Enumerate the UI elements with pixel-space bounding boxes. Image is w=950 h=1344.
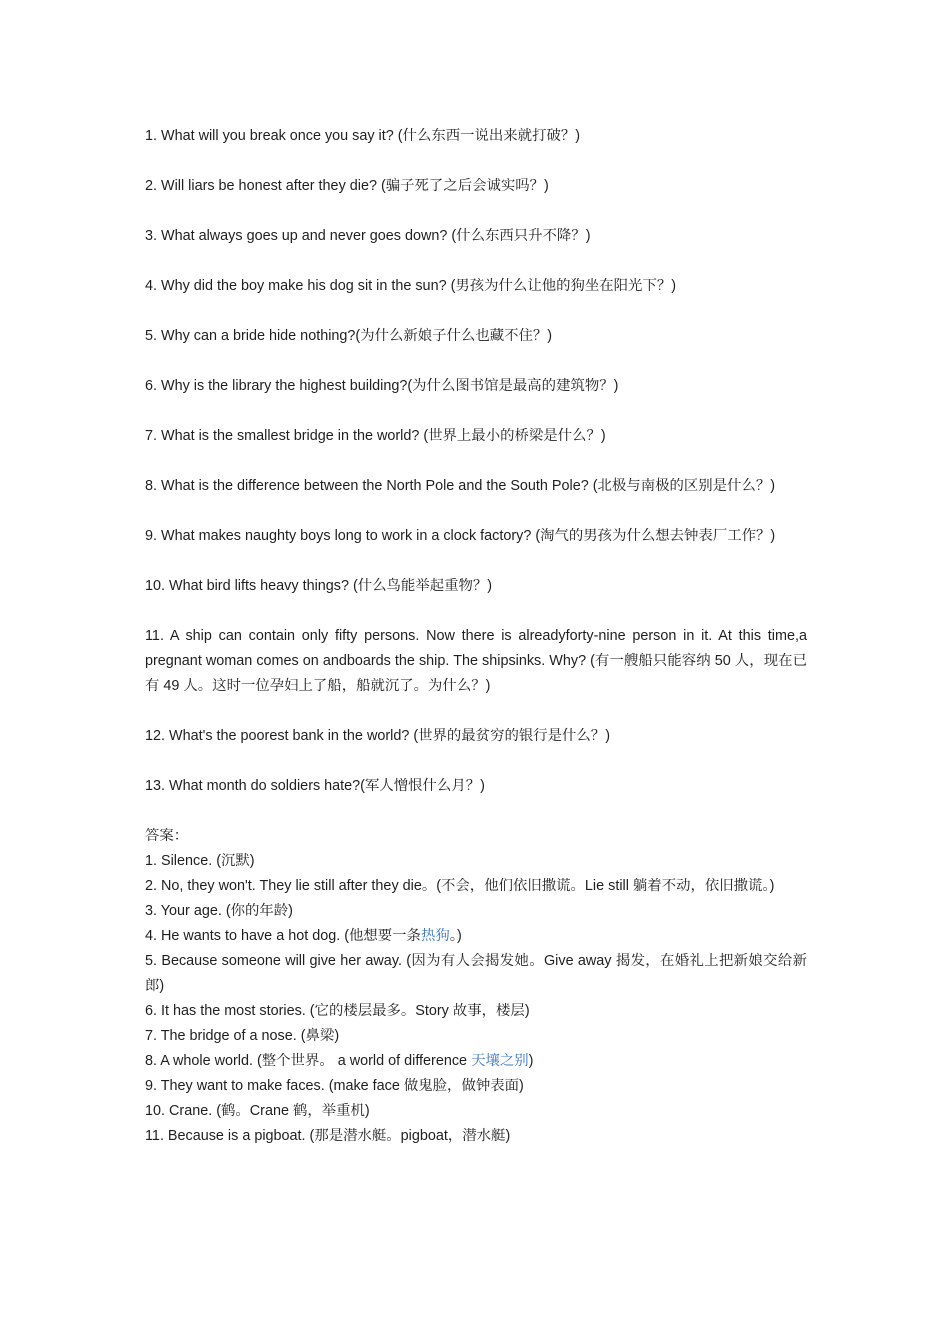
answer-4-text: 4. He wants to have a hot dog. (他想要一条 (145, 928, 421, 944)
question-12: 12. What's the poorest bank in the world? (世界的最贫穷的银行是什么？) (145, 728, 610, 744)
question-11: 11. A ship can contain only fifty persons. Now there is alreadyforty-nine person in it. At this time,a pregnant woman comes on andboards the ship. The shipsinks. Why? (有一艘船只能容纳 50 人，现在已有 49 人。这时一位孕妇上了船，船就沉了。为什么？) (145, 628, 807, 694)
answer-6: 6. It has the most stories. (它的楼层最多。Story 故事，楼层) (145, 1003, 530, 1019)
answer-4-tail: 。) (449, 928, 462, 944)
answer-8-tail: ) (528, 1053, 534, 1069)
answer-9: 9. They want to make faces. (make face 做鬼脸，做钟表面) (145, 1078, 524, 1094)
document-body (145, 124, 807, 1149)
world-of-difference-link[interactable]: 天壤之别 (471, 1053, 529, 1069)
answer-2: 2. No, they won't. They lie still after they die。(不会，他们依旧撒谎。Lie still 躺着不动，依旧撒谎。) (145, 878, 775, 894)
answers-heading: 答案： (145, 828, 189, 844)
question-6: 6. Why is the library the highest building?(为什么图书馆是最高的建筑物？) (145, 378, 619, 394)
question-1: 1. What will you break once you say it? (什么东西一说出来就打破？) (145, 128, 581, 144)
answer-1: 1. Silence. (沉默) (145, 853, 255, 869)
answer-8-text: 8. A whole world. (整个世界。 a world of difference (145, 1053, 472, 1069)
question-9: 9. What makes naughty boys long to work in a clock factory? (淘气的男孩为什么想去钟表厂工作？) (145, 528, 776, 544)
question-3: 3. What always goes up and never goes down? (什么东西只升不降？) (145, 228, 591, 244)
answer-11: 11. Because is a pigboat. (那是潜水艇。pigboat，潜水艇) (145, 1128, 511, 1144)
hot-dog-link[interactable]: 热狗 (420, 928, 450, 944)
answer-8 (145, 1049, 807, 1074)
question-4: 4. Why did the boy make his dog sit in the sun? (男孩为什么让他的狗坐在阳光下？) (145, 278, 677, 294)
question-5: 5. Why can a bride hide nothing?(为什么新娘子什么也藏不住？) (145, 328, 553, 344)
question-2: 2. Will liars be honest after they die? (骗子死了之后会诚实吗？) (145, 178, 549, 194)
answer-4 (145, 924, 807, 949)
answer-5: 5. Because someone will give her away. (因为有人会揭发她。Give away 揭发，在婚礼上把新娘交给新郎) (145, 953, 807, 994)
answer-7: 7. The bridge of a nose. (鼻梁) (145, 1028, 340, 1044)
answer-3: 3. Your age. (你的年龄) (145, 903, 293, 919)
question-7: 7. What is the smallest bridge in the world? (世界上最小的桥梁是什么？) (145, 428, 606, 444)
question-13: 13. What month do soldiers hate?(军人憎恨什么月？) (145, 778, 485, 794)
answer-10: 10. Crane. (鹤。Crane 鹤，举重机) (145, 1103, 370, 1119)
question-10: 10. What bird lifts heavy things? (什么鸟能举起重物？) (145, 578, 493, 594)
question-8: 8. What is the difference between the North Pole and the South Pole? (北极与南极的区别是什么？) (145, 478, 776, 494)
